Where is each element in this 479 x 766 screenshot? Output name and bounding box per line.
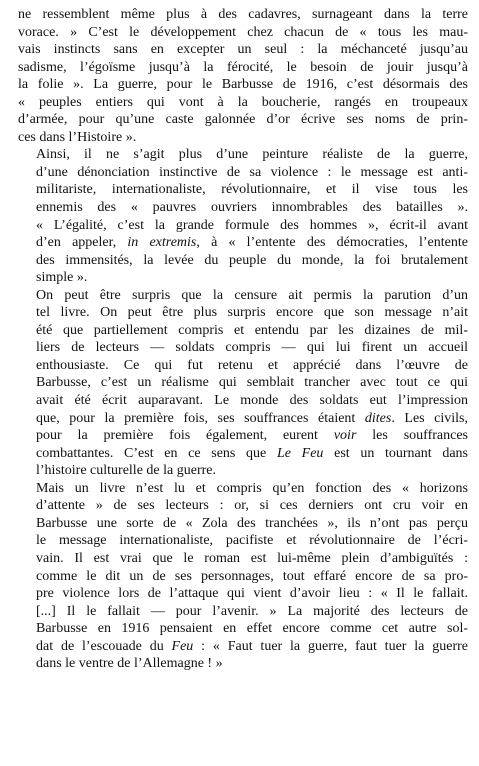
text-segment: combattantes. C’est en ce sens que [36,445,277,461]
text-line [18,24,468,42]
text-line [18,94,468,112]
italic-text: dites [364,410,392,426]
text-segment: d’une dénonciation instinctive de sa violence : le message est anti- [36,164,468,180]
text-segment: enthousiaste. Ce qui fut retenu et apprécié dans l’œuvre de [36,357,468,373]
text-segment: d’attente » de ses lecteurs : or, si ces derniers ont cru voir en [36,498,468,514]
text-line [18,480,468,498]
text-line [18,410,468,428]
text-line [18,234,468,252]
text-segment: sadisme, l’égoïsme jusqu’à la férocité, le besoin de jouir jusqu’à [18,59,468,75]
text-segment: avait été écrit auparavant. Le monde des soldats eut l’impression [36,393,468,409]
text-segment: liers de lecteurs — soldats compris — qui lui firent un accueil [36,340,468,356]
text-line [18,462,468,480]
paragraph [18,480,468,673]
text-segment: « peuples entiers qui vont à la boucherie, rangés en troupeaux [18,94,468,110]
text-segment: ces dans l’Histoire ». [18,129,137,145]
text-segment: l’histoire culturelle de la guerre. [36,463,216,479]
text-line [18,357,468,375]
text-line [18,603,468,621]
body-text [18,6,468,673]
text-line [18,339,468,357]
text-segment: comme le dit un de ses personnages, tout effaré encore de sa pro- [36,568,468,584]
text-segment: ennemis des « pauvres ouvriers innombrables des batailles ». [36,200,468,216]
text-segment: vais instincts sans en excepter un seul : la méchanceté jusqu’au [18,42,468,58]
paragraph [18,287,468,480]
text-segment: « L’égalité, c’est la grande formule des hommes », écrit-il avant [36,217,468,233]
text-segment: ne ressemblent même plus à des cadavres, surnageant dans la terre [18,7,468,22]
text-segment: Mais un livre n’est lu et compris qu’en fonction des « horizons [36,480,468,496]
text-segment: dans le ventre de l’Allemagne ! » [36,656,223,672]
text-segment: [...] Il le fallait — pour l’avenir. » La majorité des lecteurs de [36,603,468,619]
text-line [18,59,468,77]
text-segment: Ainsi, il ne s’agit plus d’une peinture réaliste de la guerre, [36,147,468,163]
text-segment: pre violence lors de l’attaque qui vient d’avoir lieu : « Il le fallait. [36,586,468,602]
text-segment: pour la première fois également, eurent [36,428,334,444]
italic-text: voir [333,428,357,444]
text-line [18,585,468,603]
text-segment: vorace. » C’est le développement chez chacun de « tous les mau- [18,24,468,40]
text-line [18,111,468,129]
text-line [18,146,468,164]
text-line [18,532,468,550]
text-segment: simple ». [36,270,88,286]
text-line [18,638,468,656]
text-segment: été que partiellement compris et entendu par les dizaines de mil- [36,322,468,338]
text-line [18,568,468,586]
text-segment: . Les civils, [391,410,469,426]
text-line [18,515,468,533]
text-segment: dat de l’escouade du [36,638,172,654]
paragraph [18,146,468,286]
text-line [18,76,468,94]
text-segment: Barbusse, c’est un réalisme qui semblait trancher avec tout ce qui [36,375,468,391]
italic-text: in extremis [127,235,197,251]
text-segment: Barbusse une sorte de « Zola des tranchées », ils n’ont pas perçu [36,515,468,531]
text-line [18,655,468,673]
text-line [18,199,468,217]
text-line [18,6,468,24]
italic-text: Le Feu [276,445,324,461]
text-line [18,322,468,340]
text-line [18,620,468,638]
text-line [18,392,468,410]
text-segment: militariste, internationaliste, révolutionnaire, et il vise tous les [36,182,468,198]
text-segment: que, pour la première fois, ses souffrances étaient [36,410,365,426]
text-segment: vain. Il est vrai que le roman est lui-même plein d’ambiguïtés : [36,550,468,566]
italic-text: Feu [171,638,194,654]
text-line [18,129,468,147]
text-segment: le message internationaliste, pacifiste et révolutionnaire de l’écri- [36,533,468,549]
paragraph [18,6,468,146]
text-segment: : « Faut tuer la guerre, faut tuer la guerre [193,638,468,654]
text-segment: des immensités, la levée du peuple du monde, la foi brutalement [36,252,468,268]
text-line [18,252,468,270]
text-line [18,304,468,322]
text-line [18,550,468,568]
text-line [18,445,468,463]
text-segment: est un tournant dans [323,445,469,461]
text-segment: tel livre. On peut être plus surpris encore que son message n’ait [36,305,468,321]
text-line [18,427,468,445]
text-segment: d’armée, pour qu’une caste galonnée d’or écrive ses noms de prin- [18,112,468,128]
text-segment: , à « l’entente des démocraties, l’entente [196,235,468,251]
text-line [18,287,468,305]
text-line [18,164,468,182]
text-segment: d’en appeler, [36,235,128,251]
text-segment: Barbusse en 1916 pensaient en effet encore comme cet autre sol- [36,621,468,637]
text-line [18,181,468,199]
text-segment: la folie ». La guerre, pour le Barbusse de 1916, c’est désormais des [18,77,468,93]
text-line [18,269,468,287]
text-line [18,374,468,392]
text-segment: On peut être surpris que la censure ait permis la parution d’un [36,287,468,303]
text-line [18,497,468,515]
text-line [18,217,468,235]
text-line [18,41,468,59]
text-segment: les souffrances [356,428,469,444]
